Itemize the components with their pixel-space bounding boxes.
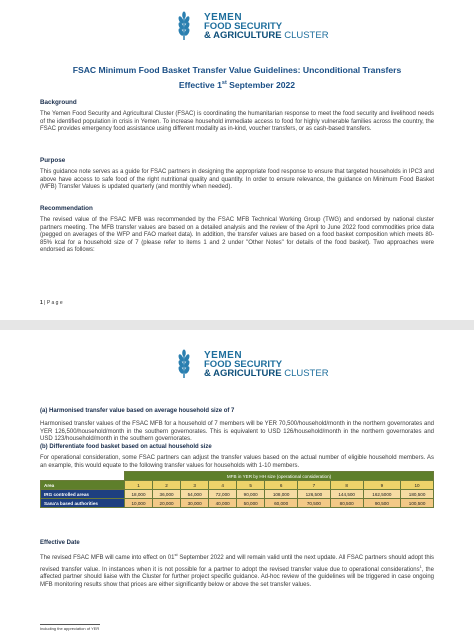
size-cell: 7 (298, 481, 331, 490)
section-b-heading: (b) Differentiate food basket based on actual household size (40, 444, 212, 450)
purpose-heading: Purpose (40, 157, 66, 164)
logo-line-3a: & AGRICULTURE (204, 29, 282, 41)
table-cell: 80,500 (330, 499, 363, 508)
fsac-logo-page-2 (168, 348, 329, 380)
background-heading: Background (40, 99, 77, 106)
table-cell: 90,500 (363, 499, 401, 508)
table-row (41, 499, 434, 508)
logo-line-2: FOOD SECURITY (204, 20, 283, 32)
table-cell: 162,5000 (363, 490, 401, 499)
background-text: The Yemen Food Security and Agricultural Cluster (FSAC) is coordinating the humanitarian response to meet the food security and livelihood needs of the identified population in crisis in Yemen. To increase household immediate access to food for highly vulnerable families across the country, the FSAC provides emergency food assistance using different modality as in-kind, voucher transfers, or as cash-based transfers. (40, 111, 434, 133)
size-cell: 2 (153, 481, 181, 490)
table-cell: 108,000 (265, 490, 298, 499)
effective-date-text: The revised FSAC MFB will came into effect on 01st September 2022 and will remain valid until the next update. All FSAC partners should adopt this revised transfer value. In instances when it is not possible for a partner to adopt the revised transfer value due to operational considerations$^1$, the affected partner should liaise with the Cluster for further project specific guidance. Ad-hoc review of the guidelines will be triggered in case ongoing MFB monitoring results show that prices are either significantly below or above the set transfer values. (40, 552, 434, 588)
table-cell: 36,000 (153, 490, 181, 499)
size-cell: 1 (125, 481, 153, 490)
table-cell: 180,500 (401, 490, 434, 499)
table-cell: 126,500 (298, 490, 331, 499)
size-cell: 9 (363, 481, 401, 490)
area-header: Area (41, 481, 125, 490)
fsac-logo (168, 10, 329, 42)
table-cell: 144,500 (330, 490, 363, 499)
logo-line-3a: & AGRICULTURE (204, 367, 282, 379)
size-cell: 8 (330, 481, 363, 490)
size-cell: 5 (237, 481, 265, 490)
table-size-row (41, 481, 434, 490)
size-cell: 6 (265, 481, 298, 490)
table-row (41, 490, 434, 499)
section-b-text: For operational consideration, some FSAC partners can adjust the transfer values based on the actual number of eligible household members. As an example, this would equate to the following transfer values for households with 1-10 members. (40, 455, 434, 469)
recommendation-text: The revised value of the FSAC MFB was recommended by the FSAC MFB Technical Working Group (TWG) and endorsed by national cluster partners meeting. The MFB transfer values are based on a detailed analysis and the review of the April to June 2022 food commodities price data (pegged on averages of the WFP and FAO market data). In addition, the transfer values are based on a food basket composition which meets 80-85% kcal for a household size of 7 (please refer to items 1 and 2 under "Other Notes" for details of the food basket). Two approaches were endorsed as follows: (40, 217, 434, 254)
size-cell: 3 (181, 481, 209, 490)
recommendation-heading: Recommendation (40, 205, 93, 212)
section-a-heading: (a) Harmonised transfer value based on average household size of 7 (40, 408, 235, 414)
section-a-text: Harmonised transfer values of the FSAC MFB for a household of 7 members will be YER 70,500/household/month in the northern governorates and YER 126,500/household/month in the southern governorates. This is equivalent to USD 126/household/month in the northern governorates and USD 123/household/month in the southern governorates. (40, 421, 434, 443)
size-cell: 10 (401, 481, 434, 490)
effective-date-heading: Effective Date (40, 540, 80, 546)
table-cell: 18,000 (125, 490, 153, 499)
document-title: FSAC Minimum Food Basket Transfer Value Guidelines: Unconditional Transfers (72, 65, 402, 75)
table-cell: 40,000 (209, 499, 237, 508)
table-cell: 50,000 (237, 499, 265, 508)
table-cell: 10,000 (125, 499, 153, 508)
page-number: 1 | P a g e (40, 300, 63, 306)
footnote: Including the appreciation of YER (40, 626, 100, 631)
table-cell: 100,500 (401, 499, 434, 508)
logo-line-2: FOOD SECURITY (204, 358, 283, 370)
size-cell: 4 (209, 481, 237, 490)
footnote-divider (40, 624, 100, 625)
table-header-row (41, 472, 434, 481)
table-cell: 54,000 (181, 490, 209, 499)
page-gap (0, 320, 474, 330)
table-cell: 72,000 (209, 490, 237, 499)
row-label: IRG controlled areas (41, 490, 125, 499)
table-cell: 70,500 (298, 499, 331, 508)
logo-line-1: YEMEN (204, 349, 243, 361)
table-cell: 60,000 (265, 499, 298, 508)
row-label: Sana'a based authorities (41, 499, 125, 508)
logo-line-3b: CLUSTER (281, 29, 329, 41)
wheat-logo-icon (168, 10, 200, 42)
logo-line-3b: CLUSTER (281, 367, 329, 379)
effective-subtitle: Effective 1st September 2022 (178, 80, 296, 90)
logo-line-1: YEMEN (204, 11, 243, 23)
table-cell: 90,000 (237, 490, 265, 499)
table-cell: 30,000 (181, 499, 209, 508)
table-cell: 20,000 (153, 499, 181, 508)
mfb-table (40, 471, 434, 508)
table-header-title: MFB in YER by HH size (operational consideration) (125, 472, 434, 481)
purpose-text: This guidance note serves as a guide for FSAC partners in designing the appropriate food response to ensure that targeted households in IPC3 and above have access to safe food of the right nutritional quality and quantity. In order to ensure relevance, the guidance on Minimum Food Basket (MFB) Transfer Values is updated quarterly (and monthly when needed). (40, 169, 434, 191)
wheat-logo-icon (168, 348, 200, 380)
